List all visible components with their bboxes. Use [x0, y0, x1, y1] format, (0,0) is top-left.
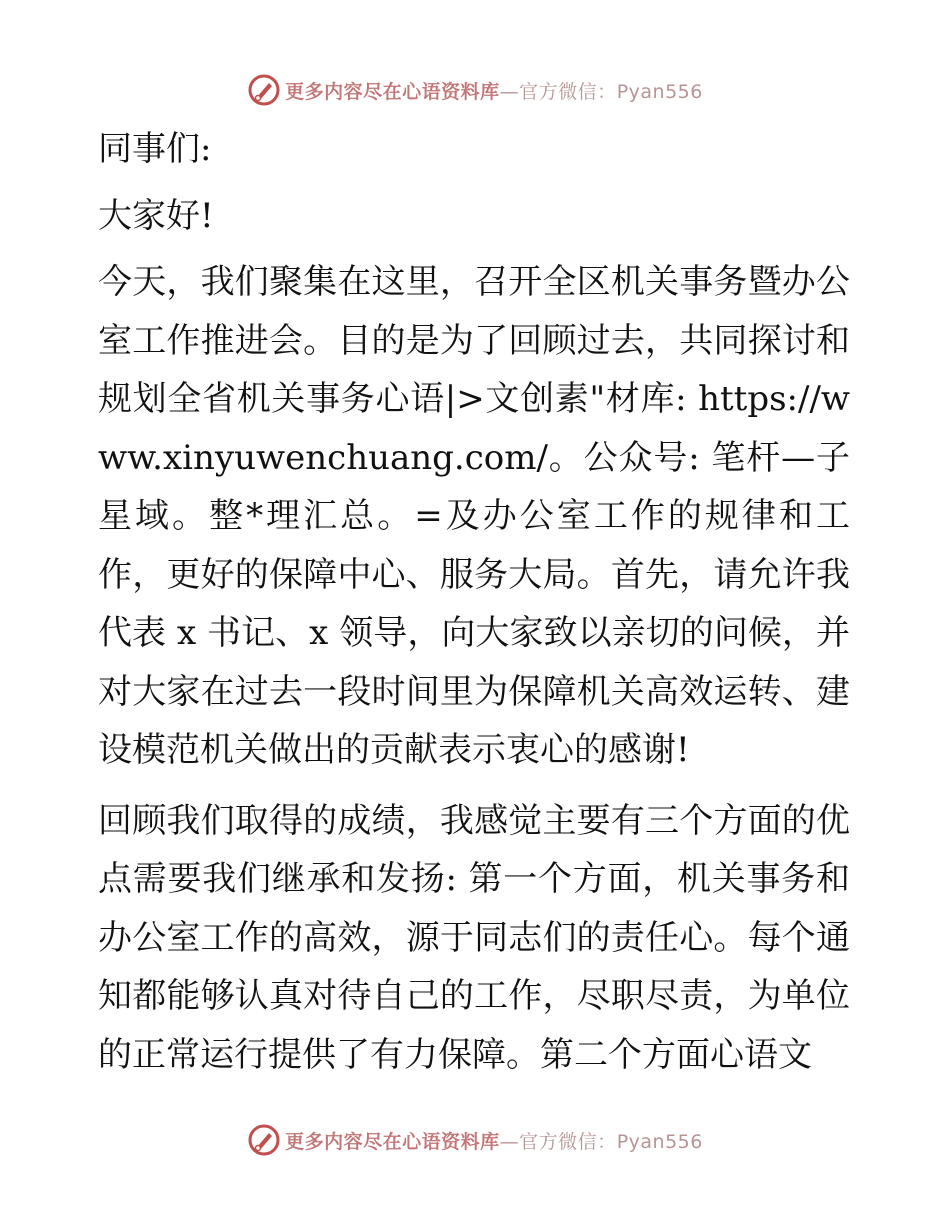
footer-wechat-id: Pyan556: [616, 1130, 703, 1153]
paragraph-opening: 今天，我们聚集在这里，召开全区机关事务暨办公室工作推进会。目的是为了回顾过去，共同探讨和规划全省机关事务心语|>文创素"材库: https://www.xinyuwenchuang.com/。公众号: 笔杆—子星域。整*理汇总。=及办公室工作的规律和工作，更好的保障中心、服务大局。首先，请允许我代表 x 书记、x 领导，向大家致以亲切的问候，并对大家在过去一段时间里为保障机关高效运转、建设模范机关做出的贡献表示衷心的感谢!: [98, 262, 850, 770]
footer-official-label: 官方微信：: [519, 1130, 617, 1153]
document-body: [98, 120, 850, 1096]
salutation: 同事们:: [98, 129, 212, 169]
pen-nib-logo-icon: [247, 1123, 281, 1157]
header-brand: 更多内容尽在心语资料库: [285, 80, 500, 103]
footer-banner-text: [285, 1127, 703, 1154]
header-official-label: 官方微信：: [519, 80, 617, 103]
header-banner-text: [285, 77, 703, 104]
footer-brand: 更多内容尽在心语资料库: [285, 1130, 500, 1153]
header-banner: [0, 70, 950, 110]
greeting: 大家好!: [98, 195, 214, 236]
pen-nib-logo-icon: [247, 73, 281, 107]
footer-banner: [0, 1120, 950, 1160]
header-wechat-id: Pyan556: [616, 80, 703, 103]
paragraph-achievements: 回顾我们取得的成绩，我感觉主要有三个方面的优点需要我们继承和发扬: 第一个方面，机关事务和办公室工作的高效，源于同志们的责任心。每个通知都能够认真对待自己的工作，尽职尽责，为单位的正常运行提供了有力保障。第二个方面心语文: [98, 800, 850, 1075]
footer-separator: —: [499, 1130, 520, 1153]
header-separator: —: [499, 80, 520, 103]
